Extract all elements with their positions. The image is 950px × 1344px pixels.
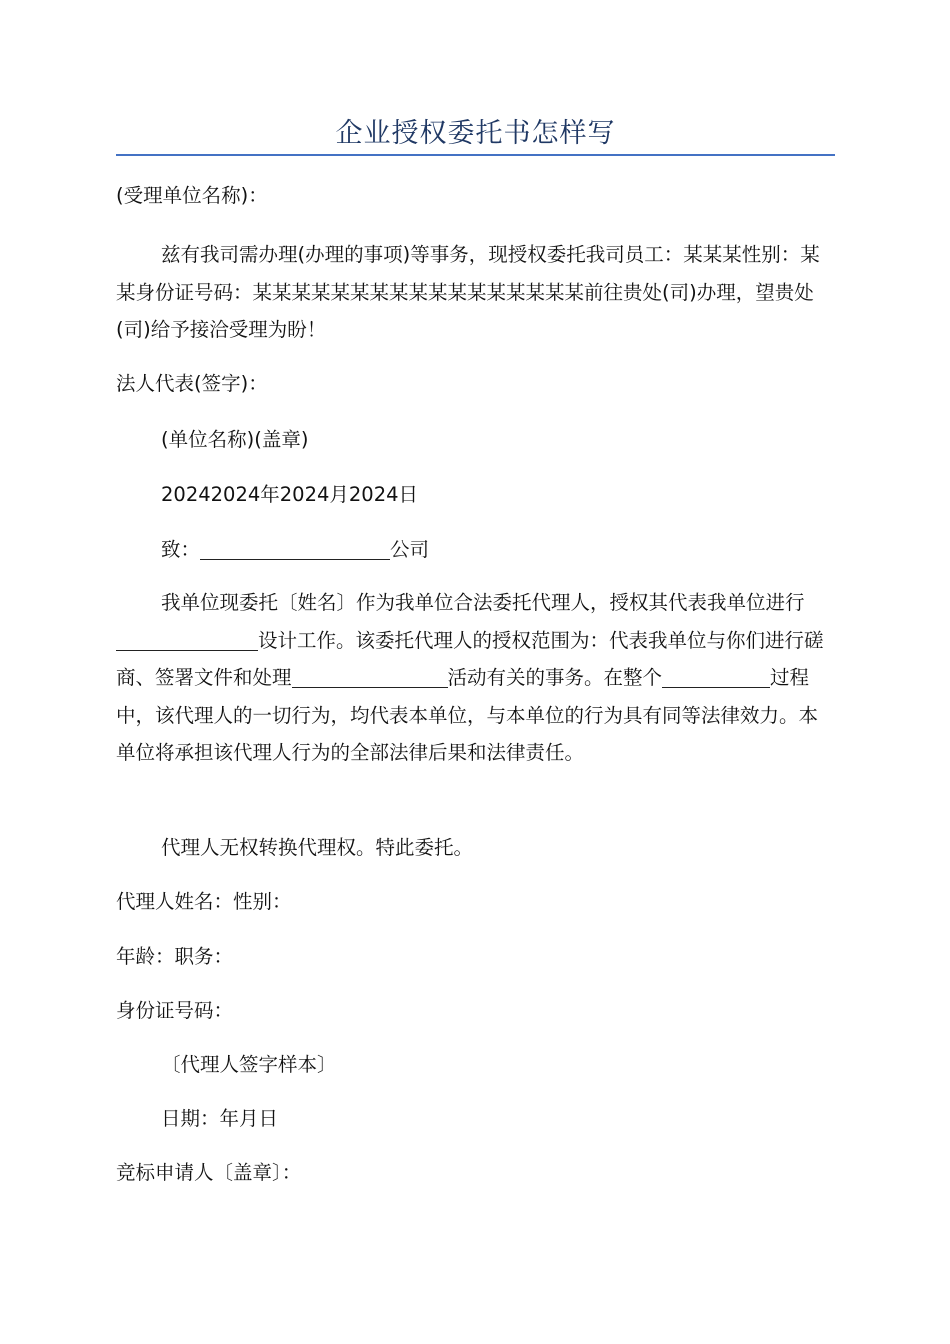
bidder-seal-line: 竞标申请人〔盖章〕： bbox=[116, 1161, 302, 1184]
delegation-text-1: 我单位现委托〔姓名〕作为我单位合法委托代理人，授权其代表我单位进行 bbox=[161, 591, 805, 614]
id-number-line: 身份证号码： bbox=[116, 999, 234, 1022]
process-blank bbox=[662, 665, 770, 688]
company-name-blank bbox=[200, 537, 390, 560]
document-title: 企业授权委托书怎样写 bbox=[335, 118, 616, 149]
project-blank bbox=[116, 628, 258, 651]
title-underline bbox=[116, 154, 835, 156]
paragraph-authorization: 兹有我司需办理(办理的事项)等事务，现授权委托我司员工：某某某性别：某某身份证号码：某某某某某某某某某某某某某某某某某前往贵处(司)办理，望贵处(司)给予接洽受理为盼！ bbox=[116, 243, 820, 341]
date-line: 20242024年2024月2024日 bbox=[161, 483, 419, 506]
agent-signature-sample-line: 〔代理人签字样本〕 bbox=[161, 1053, 337, 1076]
paragraph-delegation bbox=[116, 584, 836, 772]
date-label-line: 日期：年月日 bbox=[161, 1107, 279, 1130]
recipient-line: (受理单位名称)： bbox=[116, 184, 268, 207]
activity-blank bbox=[292, 665, 448, 688]
legal-rep-signature-line: 法人代表(签字)： bbox=[116, 372, 268, 395]
paragraph-no-transfer: 代理人无权转换代理权。特此委托。 bbox=[161, 836, 474, 859]
addressee-line bbox=[116, 531, 836, 569]
addressee-suffix: 公司 bbox=[390, 538, 430, 561]
addressee-prefix: 致： bbox=[161, 538, 201, 561]
unit-seal-line: (单位名称)(盖章) bbox=[161, 428, 309, 451]
delegation-text-3: 活动有关的事务。在整个 bbox=[447, 666, 663, 689]
agent-name-gender-line: 代理人姓名：性别： bbox=[116, 890, 292, 913]
delegation-text-2: 设计工作。该委托代理人的授权范围为：代表我单位与你们进行磋商、签署文件和处理 bbox=[116, 628, 824, 689]
age-position-line: 年龄：职务： bbox=[116, 945, 234, 968]
delegation-text-4: 过程中，该代理人的一切行为，均代表本单位，与本单位的行为具有同等法律效力。本单位将承担该代理人行为的全部法律后果和法律责任。 bbox=[116, 666, 819, 764]
